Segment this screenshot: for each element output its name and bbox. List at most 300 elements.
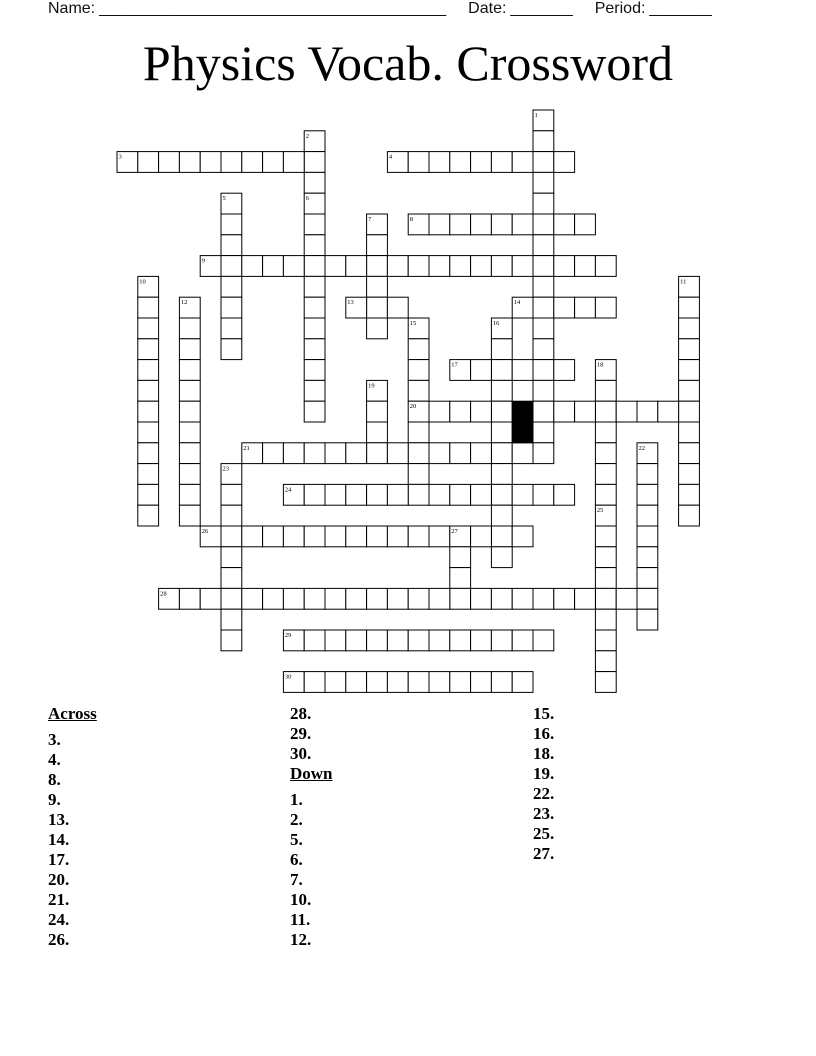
crossword-cell[interactable] — [325, 630, 346, 651]
crossword-cell[interactable] — [159, 152, 180, 173]
clue-number: 12. — [290, 930, 312, 949]
crossword-cell[interactable] — [679, 360, 700, 381]
crossword-cell[interactable] — [471, 588, 492, 609]
crossword-cell[interactable] — [595, 526, 616, 547]
crossword-cell[interactable] — [637, 547, 658, 568]
crossword-cell[interactable] — [408, 443, 429, 464]
crossword-cell[interactable] — [450, 588, 471, 609]
crossword-cell[interactable] — [325, 526, 346, 547]
crossword-cell[interactable] — [387, 588, 408, 609]
crossword-cell[interactable] — [179, 484, 200, 505]
name-blank[interactable]: _______________________________________ — [99, 0, 447, 17]
clue-number: 7. — [290, 870, 303, 889]
crossword-cell[interactable] — [387, 526, 408, 547]
crossword-cell[interactable] — [179, 318, 200, 339]
crossword-cell[interactable] — [346, 526, 367, 547]
crossword-cell[interactable] — [283, 526, 304, 547]
crossword-cell[interactable] — [637, 484, 658, 505]
crossword-cell[interactable] — [408, 360, 429, 381]
crossword-cell[interactable] — [491, 380, 512, 401]
crossword-cell[interactable] — [179, 443, 200, 464]
crossword-cell[interactable] — [533, 630, 554, 651]
crossword-cell[interactable] — [533, 422, 554, 443]
crossword-cell[interactable] — [533, 318, 554, 339]
crossword-cell[interactable] — [138, 152, 159, 173]
crossword-cell[interactable] — [263, 588, 284, 609]
crossword-cell[interactable] — [304, 401, 325, 422]
crossword-cell[interactable] — [595, 651, 616, 672]
crossword-cell[interactable] — [491, 464, 512, 485]
crossword-cell[interactable] — [533, 297, 554, 318]
cell-number-label: 21 — [243, 444, 250, 452]
crossword-cell[interactable] — [387, 297, 408, 318]
cell-number-label: 20 — [409, 403, 417, 411]
crossword-cell[interactable] — [554, 484, 575, 505]
crossword-cell[interactable] — [512, 152, 533, 173]
cell-number-label: 8 — [409, 216, 413, 223]
crossword-cell[interactable] — [554, 214, 575, 235]
crossword-cell[interactable] — [679, 339, 700, 360]
crossword-cell[interactable] — [367, 318, 388, 339]
crossword-cell[interactable] — [283, 588, 304, 609]
crossword-cell[interactable] — [429, 214, 450, 235]
crossword-cell[interactable] — [138, 505, 159, 526]
crossword-cell[interactable] — [221, 526, 242, 547]
crossword-cell[interactable] — [512, 526, 533, 547]
crossword-cell[interactable] — [450, 401, 471, 422]
crossword-cell[interactable] — [616, 588, 637, 609]
crossword-cell[interactable] — [491, 256, 512, 277]
crossword-cell[interactable] — [533, 360, 554, 381]
crossword-cell[interactable] — [491, 443, 512, 464]
crossword-cell[interactable] — [304, 484, 325, 505]
crossword-cell[interactable] — [221, 609, 242, 630]
crossword-cell[interactable] — [533, 172, 554, 193]
clue-number: 27. — [533, 844, 555, 863]
crossword-cell[interactable] — [450, 152, 471, 173]
across-heading: Across — [48, 704, 97, 723]
crossword-cell[interactable] — [346, 256, 367, 277]
crossword-cell[interactable] — [242, 152, 263, 173]
crossword-cell[interactable] — [221, 235, 242, 256]
crossword-cell[interactable] — [575, 256, 596, 277]
crossword-cell[interactable] — [679, 318, 700, 339]
crossword-cell[interactable] — [616, 401, 637, 422]
crossword-cell[interactable] — [138, 464, 159, 485]
crossword-cell[interactable] — [408, 672, 429, 693]
crossword-cell[interactable] — [263, 152, 284, 173]
crossword-cell[interactable] — [491, 360, 512, 381]
crossword-cell[interactable] — [242, 588, 263, 609]
crossword-cell[interactable] — [658, 401, 679, 422]
crossword-cell[interactable] — [304, 380, 325, 401]
crossword-cell[interactable] — [221, 547, 242, 568]
crossword-cell[interactable] — [179, 588, 200, 609]
crossword-cell[interactable] — [304, 318, 325, 339]
down-clue-list-continued — [533, 704, 554, 864]
clues-column-2 — [290, 704, 333, 950]
crossword-cell[interactable] — [595, 297, 616, 318]
crossword-cell[interactable] — [554, 152, 575, 173]
crossword-cell[interactable] — [346, 443, 367, 464]
crossword-cell[interactable] — [367, 422, 388, 443]
crossword-cell[interactable] — [637, 588, 658, 609]
crossword-cell[interactable] — [512, 360, 533, 381]
crossword-cell[interactable] — [429, 526, 450, 547]
crossword-cell[interactable] — [221, 152, 242, 173]
crossword-cell[interactable] — [512, 214, 533, 235]
crossword-cell[interactable] — [429, 630, 450, 651]
crossword-cell[interactable] — [512, 672, 533, 693]
crossword-cell[interactable] — [408, 588, 429, 609]
crossword-cell[interactable] — [304, 526, 325, 547]
crossword-cell[interactable] — [179, 464, 200, 485]
crossword-cell[interactable] — [533, 443, 554, 464]
crossword-cell[interactable] — [595, 443, 616, 464]
crossword-cell[interactable] — [450, 443, 471, 464]
cell-number-label: 19 — [368, 382, 375, 390]
crossword-cell[interactable] — [554, 256, 575, 277]
cell-number-label: 28 — [160, 590, 167, 598]
crossword-cell[interactable] — [242, 526, 263, 547]
crossword-cell[interactable] — [408, 422, 429, 443]
crossword-cell[interactable] — [429, 588, 450, 609]
crossword-cell[interactable] — [304, 443, 325, 464]
crossword-cell[interactable] — [387, 443, 408, 464]
crossword-cell[interactable] — [471, 256, 492, 277]
crossword-cell[interactable] — [429, 672, 450, 693]
down-heading: Down — [290, 764, 333, 783]
crossword-cell[interactable] — [429, 484, 450, 505]
crossword-cell[interactable] — [450, 484, 471, 505]
crossword-cell[interactable] — [533, 193, 554, 214]
clue-number: 29. — [290, 724, 312, 743]
crossword-cell[interactable] — [263, 526, 284, 547]
crossword-cell[interactable] — [471, 484, 492, 505]
crossword-cell[interactable] — [491, 152, 512, 173]
crossword-cell[interactable] — [595, 609, 616, 630]
crossword-cell[interactable] — [304, 214, 325, 235]
crossword-cell[interactable] — [387, 630, 408, 651]
crossword-cell[interactable] — [325, 588, 346, 609]
crossword-cell[interactable] — [429, 256, 450, 277]
crossword-cell[interactable] — [491, 339, 512, 360]
crossword-cell[interactable] — [450, 672, 471, 693]
clues-column-1 — [48, 704, 97, 950]
crossword-cell[interactable] — [554, 401, 575, 422]
crossword-cell[interactable] — [138, 484, 159, 505]
crossword-cell[interactable] — [221, 339, 242, 360]
crossword-cell[interactable] — [533, 214, 554, 235]
crossword-cell[interactable] — [533, 339, 554, 360]
crossword-cell[interactable] — [408, 152, 429, 173]
crossword-cell[interactable] — [138, 401, 159, 422]
crossword-cell[interactable] — [491, 401, 512, 422]
crossword-cell[interactable] — [471, 443, 492, 464]
cell-number-label: 26 — [201, 528, 209, 535]
crossword-cell[interactable] — [408, 630, 429, 651]
crossword-cell[interactable] — [471, 360, 492, 381]
crossword-cell[interactable] — [367, 588, 388, 609]
crossword-cell[interactable] — [533, 152, 554, 173]
crossword-cell[interactable] — [221, 630, 242, 651]
crossword-cell[interactable] — [512, 630, 533, 651]
crossword-cell[interactable] — [533, 484, 554, 505]
crossword-cell[interactable] — [595, 380, 616, 401]
crossword-cell[interactable] — [367, 630, 388, 651]
crossword-cell[interactable] — [138, 339, 159, 360]
crossword-cell[interactable] — [408, 380, 429, 401]
crossword-cell[interactable] — [533, 131, 554, 152]
crossword-cell[interactable] — [179, 505, 200, 526]
crossword-cell[interactable] — [429, 443, 450, 464]
clue-number: 11. — [290, 910, 311, 929]
crossword-cell[interactable] — [554, 588, 575, 609]
crossword-cell[interactable] — [471, 214, 492, 235]
crossword-cell[interactable] — [138, 443, 159, 464]
clue-number: 18. — [533, 744, 555, 763]
crossword-cell[interactable] — [346, 672, 367, 693]
crossword-cell[interactable] — [491, 588, 512, 609]
crossword-cell[interactable] — [679, 422, 700, 443]
crossword-cell[interactable] — [679, 505, 700, 526]
crossword-cell[interactable] — [179, 360, 200, 381]
crossword-cell[interactable] — [512, 256, 533, 277]
crossword-cell[interactable] — [471, 152, 492, 173]
crossword-cell[interactable] — [679, 380, 700, 401]
crossword-cell[interactable] — [387, 672, 408, 693]
crossword-cell[interactable] — [491, 505, 512, 526]
crossword-cell[interactable] — [367, 484, 388, 505]
crossword-cell[interactable] — [221, 505, 242, 526]
crossword-cell[interactable] — [575, 214, 596, 235]
crossword-cell[interactable] — [367, 401, 388, 422]
crossword-cell[interactable] — [679, 401, 700, 422]
crossword-cell[interactable] — [450, 547, 471, 568]
crossword-cell[interactable] — [242, 256, 263, 277]
crossword-cell[interactable] — [179, 380, 200, 401]
crossword-cell[interactable] — [304, 276, 325, 297]
crossword-cell[interactable] — [304, 630, 325, 651]
clue-number: 15. — [533, 704, 555, 723]
crossword-cell[interactable] — [533, 588, 554, 609]
across-clue-list — [48, 730, 97, 950]
crossword-cell[interactable] — [325, 256, 346, 277]
crossword-cell[interactable] — [408, 484, 429, 505]
crossword-cell[interactable] — [491, 214, 512, 235]
crossword-cell[interactable] — [595, 568, 616, 589]
crossword-cell[interactable] — [491, 672, 512, 693]
crossword-cell[interactable] — [595, 401, 616, 422]
cell-number-label: 29 — [284, 632, 292, 639]
crossword-cell[interactable] — [367, 235, 388, 256]
crossword-cell[interactable] — [512, 484, 533, 505]
crossword-cell[interactable] — [346, 630, 367, 651]
clue-number: 28. — [290, 704, 312, 723]
crossword-cell[interactable] — [304, 360, 325, 381]
cell-number-label: 6 — [305, 195, 309, 203]
cell-number-label: 11 — [680, 278, 687, 286]
crossword-cell[interactable] — [471, 401, 492, 422]
crossword-cell[interactable] — [221, 276, 242, 297]
crossword-cell[interactable] — [429, 401, 450, 422]
crossword-cell[interactable] — [138, 318, 159, 339]
crossword-cell[interactable] — [200, 152, 221, 173]
crossword-cell[interactable] — [346, 588, 367, 609]
clue-number: 5. — [290, 830, 303, 849]
crossword-cell[interactable] — [595, 256, 616, 277]
crossword-cell[interactable] — [179, 422, 200, 443]
crossword-cell[interactable] — [387, 256, 408, 277]
crossword-cell[interactable] — [450, 214, 471, 235]
crossword-cell[interactable] — [179, 401, 200, 422]
crossword-cell[interactable] — [263, 443, 284, 464]
blocked-cell — [512, 401, 533, 422]
crossword-cell[interactable] — [471, 526, 492, 547]
crossword-cell[interactable] — [575, 401, 596, 422]
crossword-cell[interactable] — [450, 568, 471, 589]
crossword-cell[interactable] — [491, 422, 512, 443]
crossword-cell[interactable] — [471, 630, 492, 651]
crossword-cell[interactable] — [325, 484, 346, 505]
crossword-cell[interactable] — [408, 339, 429, 360]
cell-number-label: 25 — [596, 507, 604, 515]
crossword-cell[interactable] — [283, 256, 304, 277]
cell-number-label: 5 — [222, 195, 226, 203]
crossword-cell[interactable] — [679, 297, 700, 318]
crossword-cell[interactable] — [179, 152, 200, 173]
crossword-cell[interactable] — [575, 297, 596, 318]
crossword-cell[interactable] — [637, 526, 658, 547]
crossword-cell[interactable] — [450, 630, 471, 651]
crossword-cell[interactable] — [304, 672, 325, 693]
clue-number: 16. — [533, 724, 555, 743]
crossword-cell[interactable] — [595, 422, 616, 443]
crossword-cell[interactable] — [283, 443, 304, 464]
crossword-cell[interactable] — [221, 318, 242, 339]
crossword-cell[interactable] — [491, 484, 512, 505]
crossword-cell[interactable] — [450, 256, 471, 277]
crossword-cell[interactable] — [471, 672, 492, 693]
across-clue-list-continued — [290, 704, 333, 764]
crossword-cell[interactable] — [325, 672, 346, 693]
page-title: Physics Vocab. Crossword — [142, 35, 674, 91]
crossword-cell[interactable] — [554, 360, 575, 381]
crossword-cell[interactable] — [138, 360, 159, 381]
cell-number-label: 2 — [305, 132, 309, 140]
crossword-cell[interactable] — [512, 588, 533, 609]
crossword-cell[interactable] — [637, 464, 658, 485]
crossword-cell[interactable] — [637, 609, 658, 630]
crossword-cell[interactable] — [575, 588, 596, 609]
crossword-cell[interactable] — [283, 152, 304, 173]
crossword-cell[interactable] — [408, 464, 429, 485]
crossword-cell[interactable] — [221, 568, 242, 589]
crossword-cell[interactable] — [554, 297, 575, 318]
crossword-cell[interactable] — [533, 380, 554, 401]
crossword-cell[interactable] — [367, 526, 388, 547]
crossword-cell[interactable] — [346, 484, 367, 505]
crossword-cell[interactable] — [637, 505, 658, 526]
crossword-cell[interactable] — [408, 526, 429, 547]
name-label: Name: — [48, 0, 96, 17]
crossword-cell[interactable] — [679, 484, 700, 505]
clue-number: 23. — [533, 804, 555, 823]
crossword-cell[interactable] — [429, 152, 450, 173]
crossword-cell[interactable] — [387, 484, 408, 505]
period-blank[interactable]: _______ — [649, 0, 712, 17]
crossword-cell[interactable] — [221, 588, 242, 609]
cell-number-label: 12 — [180, 299, 188, 307]
crossword-cell[interactable] — [367, 672, 388, 693]
crossword-cell[interactable] — [200, 588, 221, 609]
crossword-cell[interactable] — [304, 152, 325, 173]
cell-number-label: 17 — [451, 361, 458, 369]
crossword-cell[interactable] — [533, 256, 554, 277]
crossword-cell[interactable] — [595, 672, 616, 693]
crossword-cell[interactable] — [221, 297, 242, 318]
clue-number: 8. — [48, 770, 61, 789]
cell-number-label: 18 — [596, 361, 604, 369]
crossword-cell[interactable] — [304, 339, 325, 360]
crossword-cell[interactable] — [595, 547, 616, 568]
crossword-cell[interactable] — [595, 484, 616, 505]
crossword-cell[interactable] — [263, 256, 284, 277]
crossword-cell[interactable] — [138, 422, 159, 443]
crossword-cell[interactable] — [304, 588, 325, 609]
date-label: Date: — [468, 0, 507, 17]
crossword-cell[interactable] — [491, 547, 512, 568]
cell-number-label: 15 — [409, 320, 417, 327]
date-blank[interactable]: _______ — [510, 0, 573, 17]
crossword-cell[interactable] — [221, 256, 242, 277]
clue-number: 21. — [48, 890, 70, 909]
crossword-cell[interactable] — [595, 464, 616, 485]
crossword-cell[interactable] — [491, 630, 512, 651]
crossword-cell[interactable] — [512, 443, 533, 464]
cell-number-label: 16 — [492, 320, 500, 327]
crossword-cell[interactable] — [533, 401, 554, 422]
crossword-cell[interactable] — [367, 443, 388, 464]
crossword-cell[interactable] — [304, 256, 325, 277]
crossword-cell[interactable] — [491, 526, 512, 547]
crossword-cell[interactable] — [221, 214, 242, 235]
crossword-cell[interactable] — [325, 443, 346, 464]
crossword-cell[interactable] — [408, 256, 429, 277]
crossword-cell[interactable] — [367, 276, 388, 297]
cell-number-label: 10 — [139, 278, 146, 286]
crossword-cell[interactable] — [304, 172, 325, 193]
crossword-cell[interactable] — [304, 235, 325, 256]
crossword-cell[interactable] — [595, 588, 616, 609]
crossword-cell[interactable] — [367, 297, 388, 318]
cell-number-label: 24 — [284, 486, 292, 494]
crossword-cell[interactable] — [221, 484, 242, 505]
clue-number: 19. — [533, 764, 555, 783]
crossword-cell[interactable] — [637, 568, 658, 589]
crossword-cell[interactable] — [533, 235, 554, 256]
crossword-cell[interactable] — [595, 630, 616, 651]
crossword-cell[interactable] — [533, 276, 554, 297]
crossword-cell[interactable] — [138, 297, 159, 318]
crossword-cell[interactable] — [138, 380, 159, 401]
crossword-cell[interactable] — [679, 443, 700, 464]
crossword-cell[interactable] — [637, 401, 658, 422]
crossword-cell[interactable] — [304, 297, 325, 318]
crossword-cell[interactable] — [367, 256, 388, 277]
crossword-cell[interactable] — [679, 464, 700, 485]
crossword-cell[interactable] — [179, 339, 200, 360]
